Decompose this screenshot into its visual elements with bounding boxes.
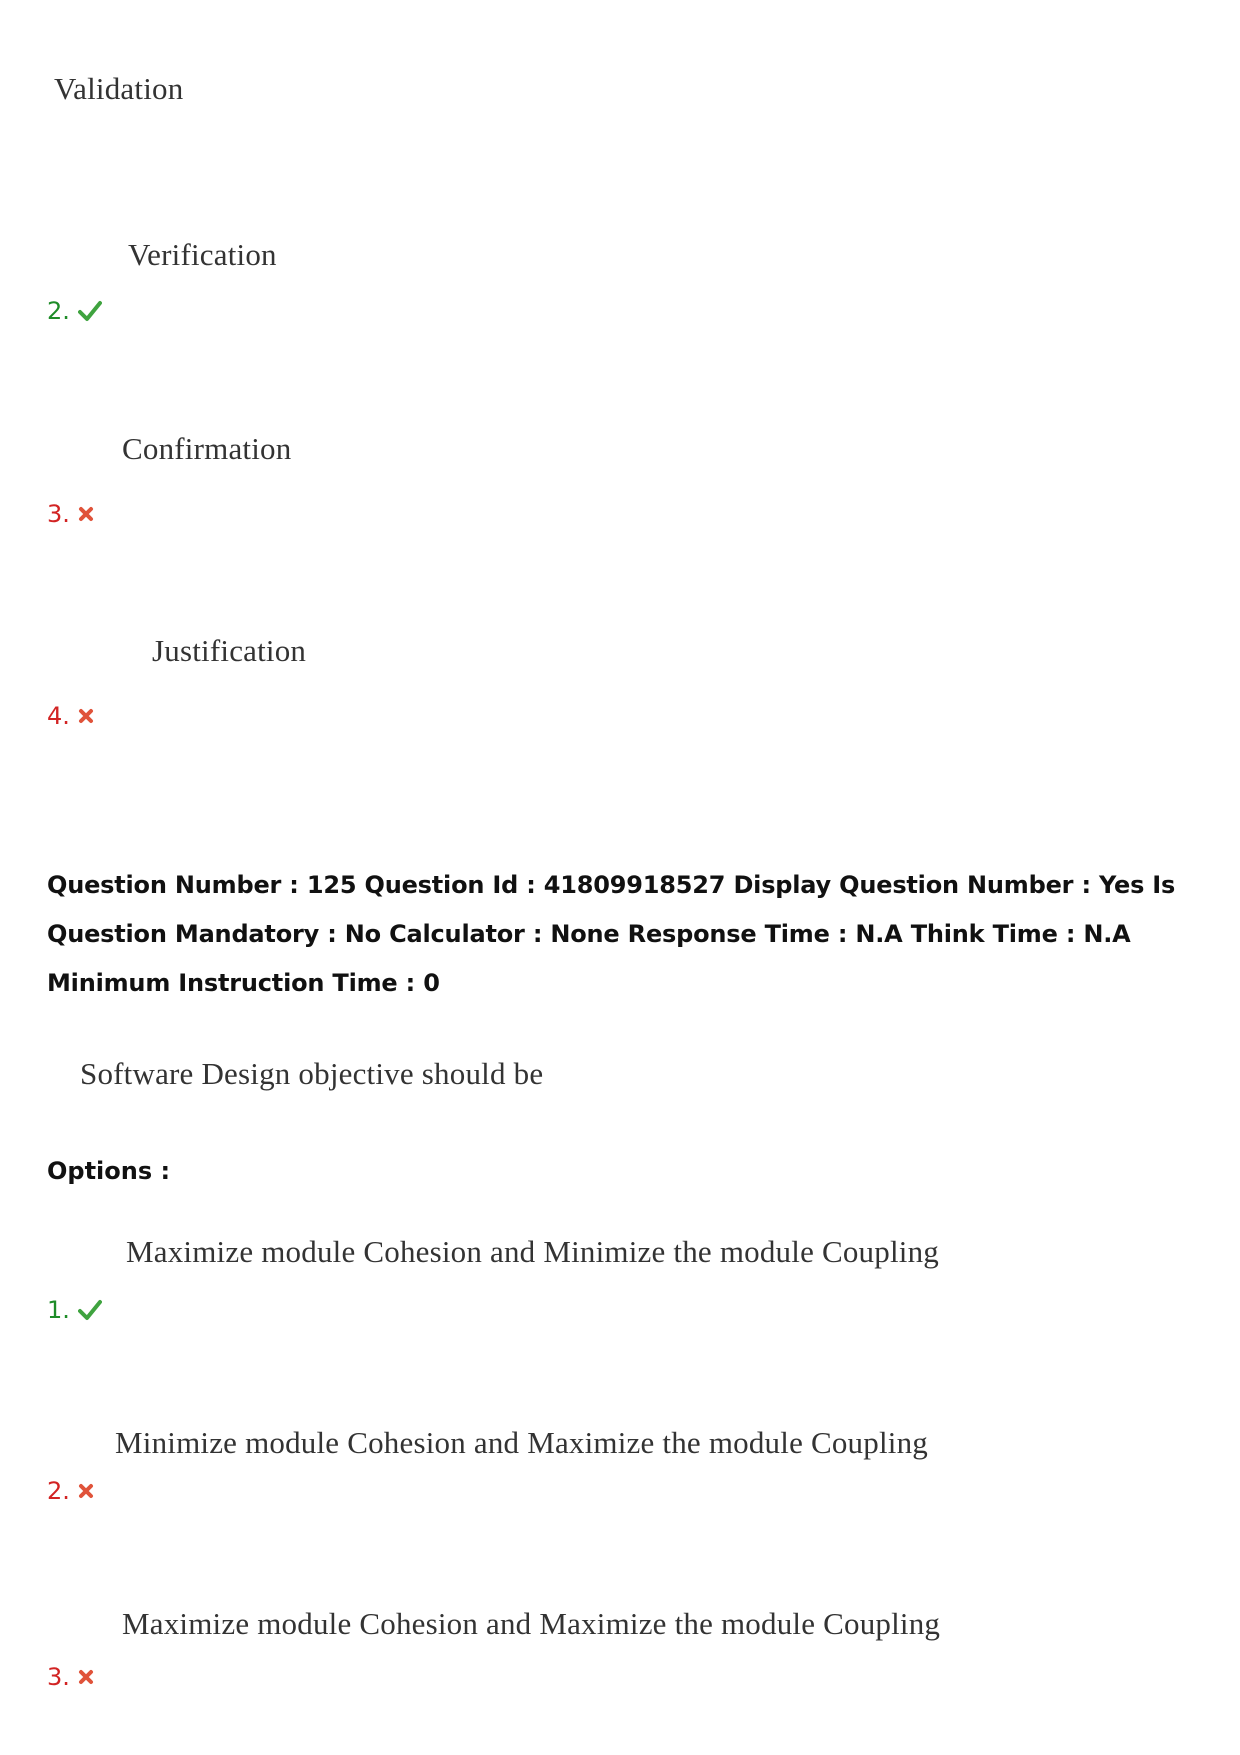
option-number: 2. [47,297,70,325]
options-label: Options : [47,1157,171,1185]
cross-icon [78,708,94,724]
option-3-marker [47,1663,94,1691]
check-icon [78,1299,102,1321]
cross-icon [78,506,94,522]
option-1-marker [47,1296,102,1324]
check-icon [78,300,102,322]
option-1-text: Maximize module Cohesion and Minimize the module Coupling [126,1234,939,1269]
prev-option-2-marker [47,297,102,325]
prev-option-3-text: Confirmation [122,431,292,466]
cross-icon [78,1483,94,1499]
prev-option-2-text: Verification [128,237,277,272]
option-number: 1. [47,1296,70,1324]
option-3-text: Maximize module Cohesion and Maximize the module Coupling [122,1606,941,1641]
prev-option-4-marker [47,702,94,730]
option-number: 2. [47,1477,70,1505]
question-meta: Question Number : 125 Question Id : 41809918527 Display Question Number : Yes Is Question Mandatory : No Calculator : None Response Time : N.A Think Time : N.A Minimum Instruction Time : 0 [47,871,1176,997]
question-stem: Software Design objective should be [80,1056,544,1091]
option-number: 3. [47,500,70,528]
option-number: 3. [47,1663,70,1691]
option-number: 4. [47,702,70,730]
option-2-text: Minimize module Cohesion and Maximize the module Coupling [115,1425,928,1460]
prev-option-3-marker [47,500,94,528]
cross-icon [78,1669,94,1685]
prev-option-4-text: Justification [152,633,307,668]
prev-question-stem-tail: Validation [54,71,184,106]
option-2-marker [47,1477,94,1505]
